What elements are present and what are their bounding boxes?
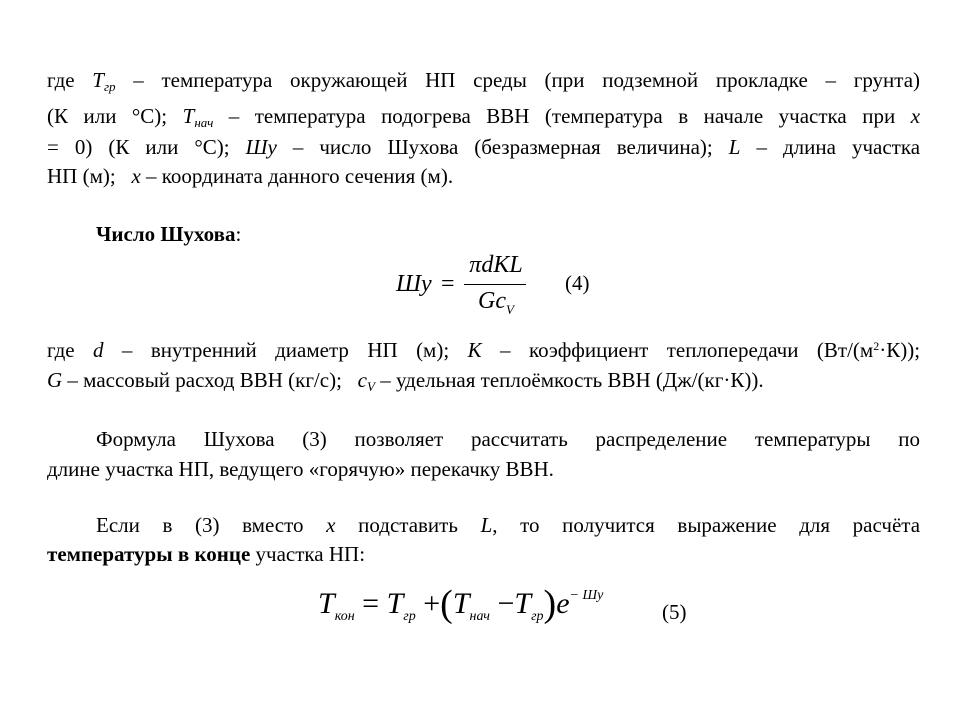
para4-line1: Если в (3) вместо x подставить L, то получится выражение для расчёта: [96, 513, 921, 537]
para2-line1: где d – внутренний диаметр НП (м); K – коэффициент теплопередачи $(Вт/(м^2\cdot К))$;: [47, 338, 921, 362]
formula5-number: (5): [662, 600, 687, 624]
fraction-bar: [464, 284, 526, 285]
para3-line1: Формула Шухова (3) позволяет рассчитать распределение температуры по: [96, 427, 920, 451]
para4-line2: температуры в конце участка НП:: [47, 542, 366, 566]
para2-line2: G – массовый расход ВВН (кг/с); $c_V$ – удельная теплоёмкость ВВН (Дж/(кг·К)).: [47, 368, 764, 394]
formula4-equals: =: [441, 271, 455, 297]
formula4-number: (4): [565, 271, 590, 295]
para1-line1: где $T_{гр}$ – температура окружающей НП среды (при подземной прокладке – грунта): [47, 68, 921, 94]
para3-line2: длине участка НП, ведущего «горячую» перекачку ВВН.: [47, 457, 554, 481]
heading-shukhov-number: Число Шухова:: [96, 222, 242, 246]
para1-line4: НП (м); x – координата данного сечения (м).: [47, 164, 454, 188]
formula-5: $T_{кон} = T_{гр} +(T_{нач} -T_{гр})e^{- Шу}$: [318, 583, 604, 625]
para1-line2: (К или °С); $T_{нач}$ – температура подогрева ВВН (температура в начале участка при x: [47, 104, 921, 130]
formula4-lhs: Шу: [396, 271, 432, 297]
formula4-denominator: $Gc_V$: [478, 288, 514, 317]
formula4-numerator: πdKL: [469, 252, 523, 278]
para1-line3: = 0) (К или °С); Шу – число Шухова (безразмерная величина); L – длина участка: [47, 135, 921, 159]
